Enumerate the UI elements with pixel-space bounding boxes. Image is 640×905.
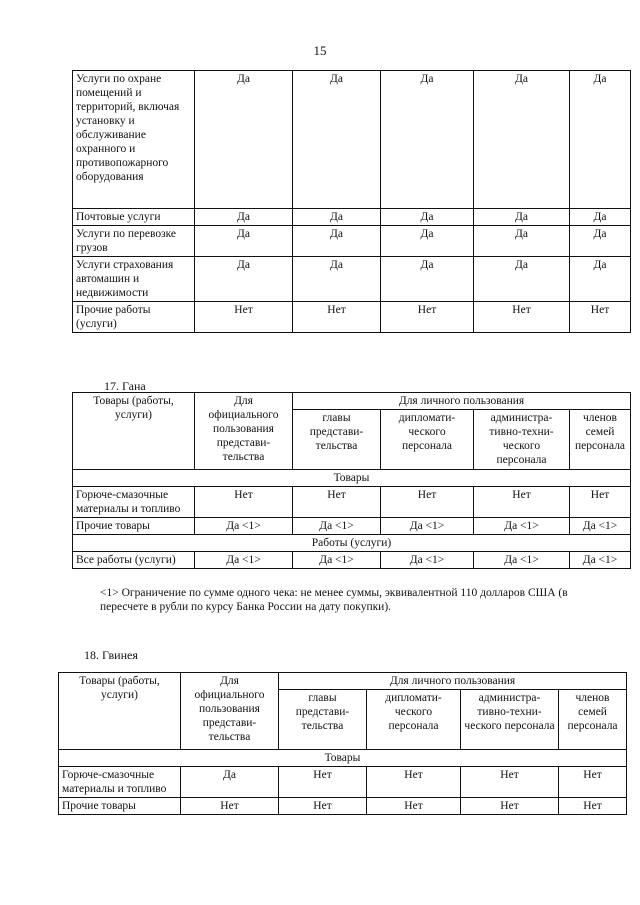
header-diplomatic: дипломати-ческого персонала: [367, 690, 461, 750]
cell-value: Да <1>: [293, 552, 381, 569]
cell-value: Нет: [381, 487, 474, 518]
section-title-ghana: 17. Гана: [104, 379, 146, 393]
cell-value: Да <1>: [570, 518, 631, 535]
row-label: Все работы (услуги): [73, 552, 195, 569]
table-row: [59, 767, 627, 798]
cell-value: Да <1>: [474, 518, 570, 535]
header-heads: главы представи-тельства: [293, 410, 381, 470]
header-admin: администра-тивно-техни-ческого персонала: [474, 410, 570, 470]
header-heads: главы представи-тельства: [279, 690, 367, 750]
cell-value: Нет: [570, 302, 631, 333]
cell-value: Да: [293, 257, 381, 302]
cell-value: Да: [293, 71, 381, 209]
cell-value: Да: [570, 71, 631, 209]
cell-value: Да: [293, 209, 381, 226]
header-diplomatic: дипломати-ческого персонала: [381, 410, 474, 470]
cell-value: Нет: [181, 798, 279, 815]
cell-value: Да: [474, 226, 570, 257]
row-label: Услуги по перевозке грузов: [73, 226, 195, 257]
cell-value: Нет: [474, 487, 570, 518]
row-label: Прочие товары: [73, 518, 195, 535]
page-number: 15: [313, 43, 327, 58]
cell-value: Да: [381, 226, 474, 257]
header-goods: Товары (работы, услуги): [59, 673, 181, 750]
cell-value: Да: [195, 209, 293, 226]
cell-value: Да: [570, 226, 631, 257]
cell-value: Нет: [279, 767, 367, 798]
cell-value: Нет: [474, 302, 570, 333]
cell-value: Нет: [559, 798, 627, 815]
cell-value: Да <1>: [570, 552, 631, 569]
table-row: [73, 487, 631, 518]
cell-value: Да: [381, 71, 474, 209]
row-label: Горюче-смазочные материалы и топливо: [59, 767, 181, 798]
header-goods: Товары (работы, услуги): [73, 393, 195, 470]
cell-value: Нет: [367, 798, 461, 815]
cell-value: Нет: [293, 487, 381, 518]
cell-value: Нет: [195, 302, 293, 333]
row-label: Прочие работы (услуги): [73, 302, 195, 333]
table-row: [73, 518, 631, 535]
cell-value: Да: [181, 767, 279, 798]
cell-value: Да <1>: [381, 552, 474, 569]
cell-value: Да: [381, 209, 474, 226]
row-label: Услуги по охране помещений и территорий, включая установку и обслуживание охранного и противопожарного оборудования: [73, 71, 195, 209]
table-row: [73, 302, 631, 333]
services-table: [72, 70, 631, 333]
row-label: Услуги страхования автомашин и недвижимости: [73, 257, 195, 302]
cell-value: Да: [195, 71, 293, 209]
cell-value: Да: [195, 226, 293, 257]
cell-value: Да <1>: [195, 552, 293, 569]
cell-value: Да: [293, 226, 381, 257]
cell-value: Да: [474, 71, 570, 209]
header-admin: администра-тивно-техни-ческого персонала: [461, 690, 559, 750]
section-works: Работы (услуги): [73, 535, 631, 552]
cell-value: Да: [195, 257, 293, 302]
cell-value: Да <1>: [381, 518, 474, 535]
cell-value: Нет: [461, 798, 559, 815]
cell-value: Нет: [461, 767, 559, 798]
cell-value: Да: [570, 209, 631, 226]
cell-value: Да <1>: [474, 552, 570, 569]
header-personal: Для личного пользования: [293, 393, 631, 410]
table-row: [73, 552, 631, 569]
cell-value: Нет: [293, 302, 381, 333]
cell-value: Нет: [367, 767, 461, 798]
section-goods: Товары: [73, 470, 631, 487]
header-family: членов семей персонала: [570, 410, 631, 470]
row-label: Горюче-смазочные материалы и топливо: [73, 487, 195, 518]
header-official: Для официального пользования представи-тельства: [195, 393, 293, 470]
table-row: [73, 226, 631, 257]
cell-value: Да: [474, 209, 570, 226]
cell-value: Нет: [559, 767, 627, 798]
ghana-table: [72, 392, 631, 569]
row-label: Прочие товары: [59, 798, 181, 815]
cell-value: Да <1>: [293, 518, 381, 535]
cell-value: Нет: [195, 487, 293, 518]
cell-value: Нет: [381, 302, 474, 333]
cell-value: Нет: [279, 798, 367, 815]
cell-value: Да: [474, 257, 570, 302]
table-row: [73, 257, 631, 302]
table-row: [59, 798, 627, 815]
guinea-table: [58, 672, 627, 815]
section-goods: Товары: [59, 750, 627, 767]
footnote: <1> Ограничение по сумме одного чека: не менее суммы, эквивалентной 110 долларов США (в пересчете в рубли по курсу Банка России на дату покупки).: [100, 587, 568, 613]
table-row: [73, 71, 631, 209]
cell-value: Да: [570, 257, 631, 302]
table-row: [73, 209, 631, 226]
header-personal: Для личного пользования: [279, 673, 627, 690]
section-title-guinea: 18. Гвинея: [84, 648, 138, 662]
header-family: членов семей персонала: [559, 690, 627, 750]
row-label: Почтовые услуги: [73, 209, 195, 226]
cell-value: Да <1>: [195, 518, 293, 535]
cell-value: Нет: [570, 487, 631, 518]
cell-value: Да: [381, 257, 474, 302]
header-official: Для официального пользования представи-тельства: [181, 673, 279, 750]
